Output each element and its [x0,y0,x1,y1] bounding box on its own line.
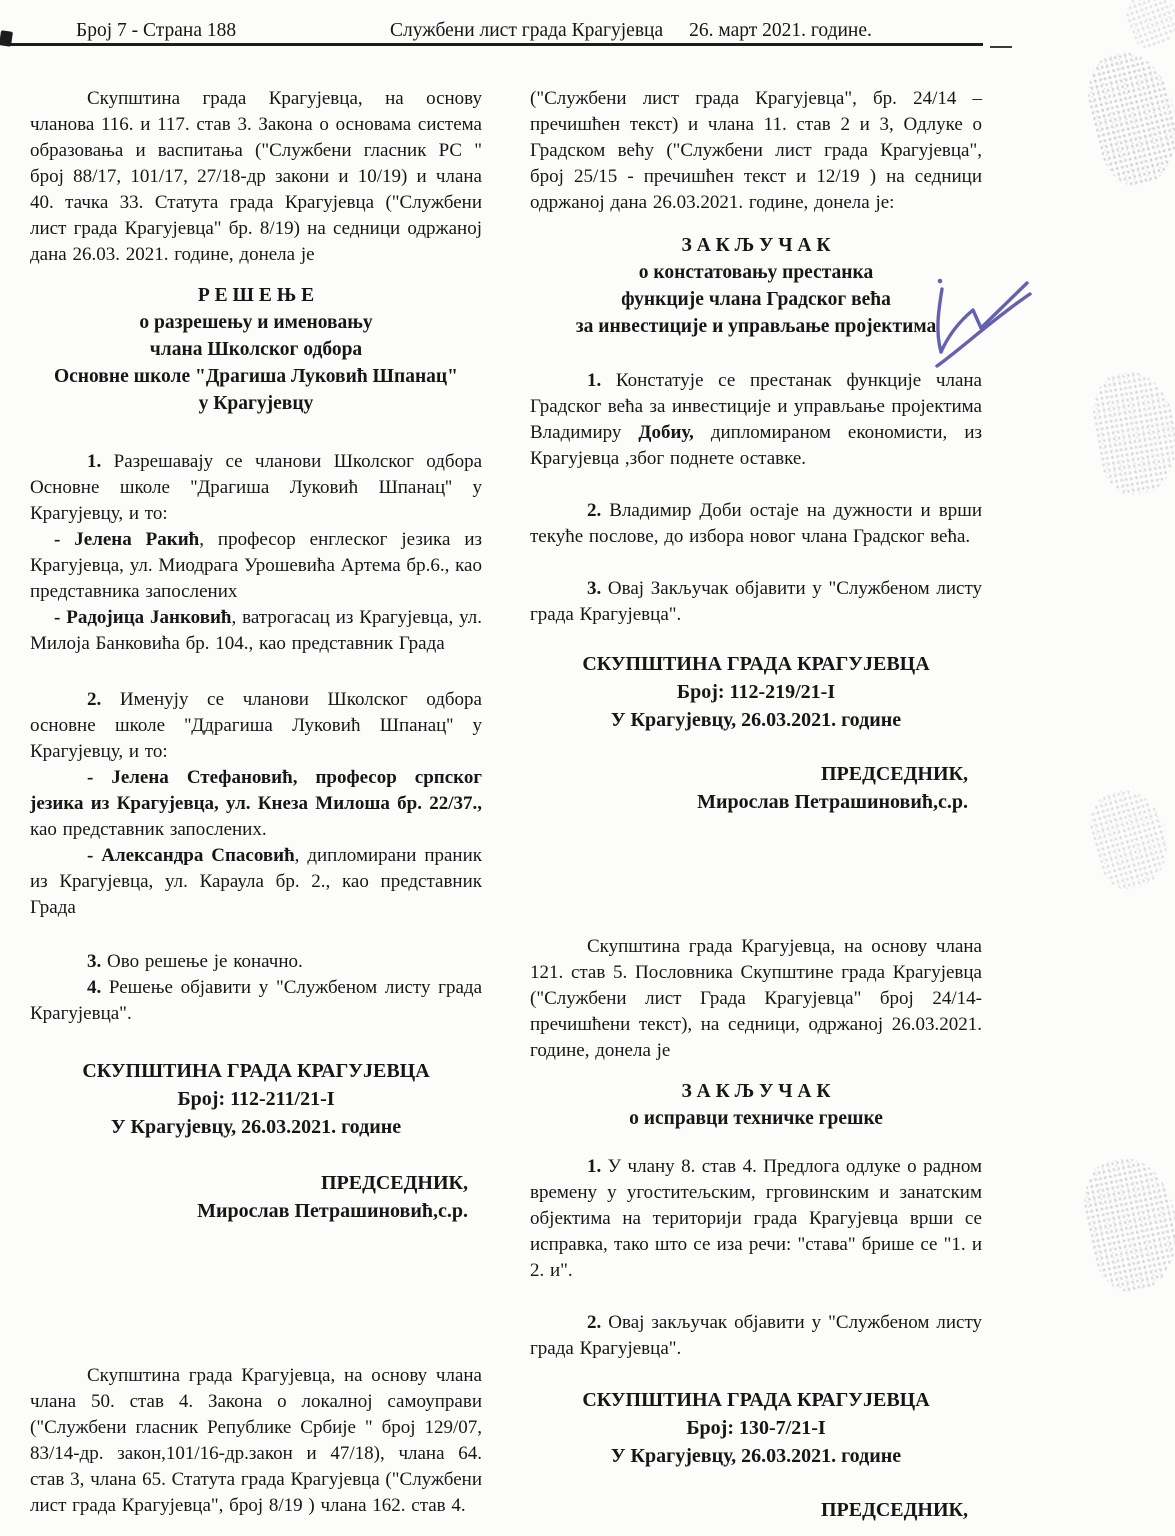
header-rule [8,43,983,46]
paragraph: 3. Ово решење је коначно. [87,951,303,972]
signature-block [530,760,982,816]
spacer [30,268,482,282]
issuer-block [530,1386,982,1470]
document-body [30,86,982,1524]
text-line: СКУПШТИНА ГРАДА КРАГУЈЕВЦА [82,1060,430,1082]
spacer [530,1470,982,1496]
paragraph: 4. Решење објавити у "Службеном листу града Крагујевца". [30,977,482,1024]
text-line: ПРЕДСЕДНИК, [820,1499,968,1521]
signature-block [530,1496,982,1524]
text-line: Број: 112-219/21-I [676,681,836,703]
paragraph: Скупштина града Крагујевца, на основу члана 121. став 5. Пословника Скупштине града Крагујевца ("Службени лист Града Крагујевца" број 24/14-пречишћени текст), на седници, одржаној 26.03.2021. године, донела је [530,936,982,1061]
scan-smudge-artifact [1075,1150,1175,1297]
spacer [30,657,482,687]
spacer [530,734,982,760]
paragraph: 2. Владимир Доби остаје на дужности и врши текуће послове, до избора новог члана Градског већа. [530,500,982,547]
paragraph: 1. Констатује се престанак функције члана Градског већа за инвестиције и управљање пројектима Владимиру Добиу, дипломираном економисти, из Крагујевца ,због поднете оставке. [530,370,982,469]
paragraph: - Јелена Стефановић, професор српског језика из Крагујевца, ул. Кнеза Милоша бр. 22/37., као представник запослених. [30,767,482,840]
text-line: за инвестиције и управљање пројектима [575,316,937,337]
signature-block [30,1169,482,1225]
scan-edge-mark-artifact [0,30,13,47]
text-line: о исправци техничке грешке [629,1108,883,1129]
spacer [530,1064,982,1078]
text-line: ПРЕДСЕДНИК, [320,1172,468,1194]
text-line: СКУПШТИНА ГРАДА КРАГУЈЕВЦА [582,653,930,675]
spacer [530,628,982,650]
text-line: У Крагујевцу, 26.03.2021. године [610,1445,902,1467]
text-line: функције члана Градског већа [621,289,891,310]
scan-smudge-artifact [1078,44,1175,192]
text-line: Број: 130-7/21-I [686,1417,826,1439]
text-line: Број: 112-211/21-I [177,1088,335,1110]
spacer [530,1132,982,1154]
pen-checkmark-annotation [915,270,1040,380]
spacer [530,472,982,498]
text-line: З А К Љ У Ч А К [681,235,831,256]
scan-smudge-artifact [1082,782,1175,896]
gazette-date: 26. март 2021. године. [689,20,872,41]
paragraph: 1. У члану 8. став 4. Предлога одлуке о радном времену у угоститељским, грговинским и занатским објектима на територији града Крагујевца врши се исправка, тако што се иза речи: "става" брише се "1. и 2. и". [530,1156,982,1281]
gazette-masthead [390,20,872,42]
text-line: члана Школског одбора [149,339,363,360]
spacer [30,417,482,449]
issue-and-page-number: Број 7 - Страна 188 [76,20,237,41]
issuer-block [30,1057,482,1141]
left-column [30,86,482,1524]
spacer [530,816,982,934]
text-line: Мирослав Петрашиновић,с.р. [197,1200,468,1222]
spacer [30,1141,482,1169]
paragraph: 2. Именују се чланови Школског одбора основне школе ''Ддрагиша Луковић Шпанац'' у Крагујевцу, и то: [30,689,482,762]
spacer [530,550,982,576]
paragraph: Скупштина града Крагујевца, на основу чланова 116. и 117. став 3. Закона о основама система образовања и васпитања ("Службени гласник РС " број 88/17, 101/17, 27/18-др закони и 10/19) и члана 40. тачка 33. Статута града Крагујевца ("Службени лист града Крагујевца" бр. 8/19) на седници одржаној дана 26.03. 2021. године, донела је [30,88,482,265]
issuer-block [530,650,982,734]
text-line: СКУПШТИНА ГРАДА КРАГУЈЕВЦА [582,1389,930,1411]
spacer [30,1225,482,1363]
paragraph: 2. Овај закључак објавити у "Службеном листу града Крагујевца". [530,1312,982,1359]
spacer [30,1027,482,1057]
text-line: З А К Љ У Ч А К [681,1081,831,1102]
paragraph: 3. Овај Закључак објавити у "Службеном листу града Крагујевца". [530,578,982,625]
text-line: Р Е Ш Е Њ Е [197,285,315,306]
text-line: о констатовању престанка [638,262,874,283]
section-heading [30,282,482,417]
paragraph: - Александра Спасовић, дипломирани праник из Крагујевца, ул. Караула бр. 2., као представник Града [30,845,482,918]
text-line: ПРЕДСЕДНИК, [820,763,968,785]
paragraph: - Јелена Ракић, професор енглеског језика из Крагујевца, ул. Миодрага Урошевића Артема бр.6., као представника запослених [30,529,482,602]
header-rule-dash [990,46,1012,48]
spacer [530,1362,982,1386]
paragraph: - Радојица Јанковић, ватрогасац из Крагујевца, ул. Милоја Банковића бр. 104., као представник Града [30,607,482,654]
section-heading [530,1078,982,1132]
scan-smudge-artifact [1086,366,1175,500]
paragraph: ("Службени лист града Крагујевца", бр. 24/14 – пречишћен текст) и члана 11. став 2 и 3, Одлуке о Градском већу ("Службени лист града Крагујевца", број 25/15 - пречишћен текст и 12/19 ) на седници одржаној дана 26.03.2021. године, донела је: [530,88,982,213]
spacer [530,1284,982,1310]
spacer [30,921,482,949]
text-line: У Крагујевцу, 26.03.2021. године [610,709,902,731]
text-line: У Крагујевцу, 26.03.2021. године [110,1116,402,1138]
text-line: Основне школе "Драгиша Луковић Шпанац" [53,366,458,387]
text-line: у Крагујевцу [198,393,314,414]
spacer [530,216,982,232]
text-line: Мирослав Петрашиновић,с.р. [697,791,968,813]
gazette-title: Службени лист града Крагујевца [390,20,664,41]
text-line: о разрешењу и именовању [139,312,373,333]
paragraph: Скупштина града Крагујевца, на основу члана члана 50. став 4. Закона о локалној самоуправи ("Службени гласник Републике Србије " број 129/07, 83/14-др. закон,101/16-др.закон и 47/18), члана 64. став 3, члана 65. Статута града Крагујевца ("Службени лист града Крагујевца", број 8/19 ) члана 162. став 4. [30,1365,482,1516]
paragraph: 1. Разрешавају се чланови Школског одбора Основне школе ''Драгиша Луковић Шпанац'' у Крагујевцу, и то: [30,451,482,524]
